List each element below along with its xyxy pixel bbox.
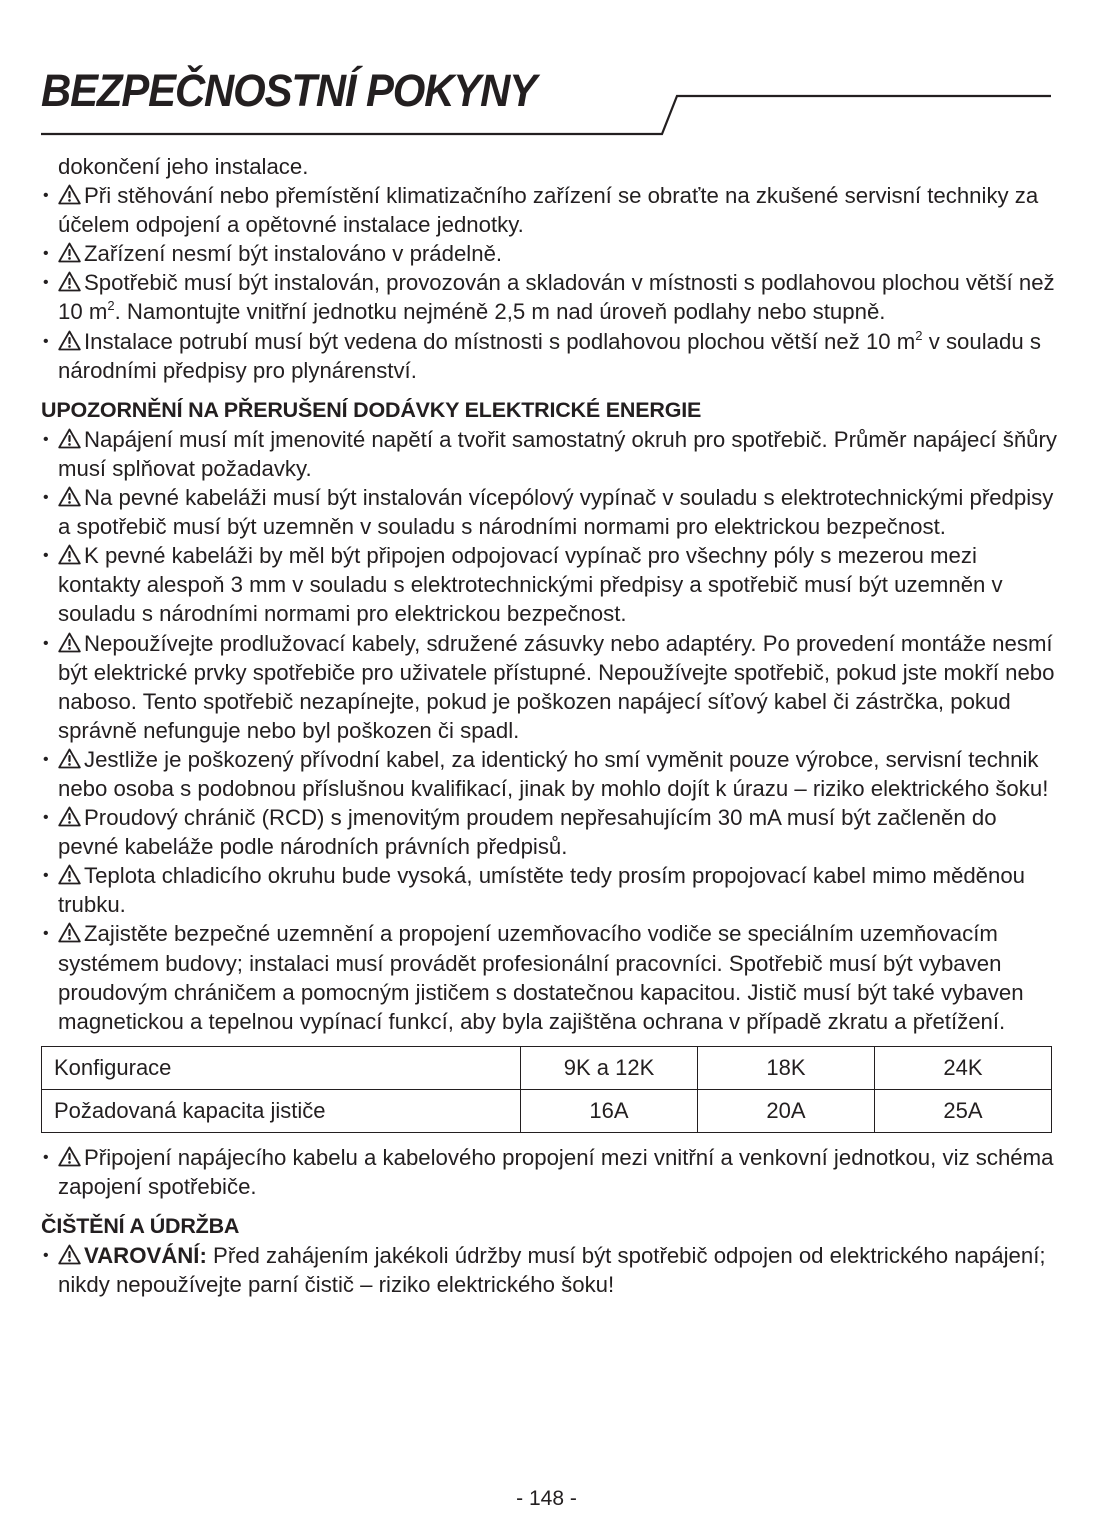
list-item-text: Jestliže je poškozený přívodní kabel, za identický ho smí vyměnit pouze výrobce, servisní technik nebo osoba s podobnou příslušnou kvalifikací, jinak by mohlo dojít k úrazu – riziko elektrického šoku! (58, 746, 1049, 801)
list-item-text: Spotřebič musí být instalován, provozován a skladován v místnosti s podlahovou plochou větší než 10 m (58, 270, 1055, 325)
list-item (41, 541, 1061, 628)
section-heading-cleaning: ČIŠTĚNÍ A ÚDRŽBA (41, 1214, 240, 1238)
list-item-text: v souladu s národními předpisy pro plynárenství. (58, 328, 1041, 383)
bullet-dot: • (43, 634, 49, 652)
table-cell: 20A (698, 1089, 875, 1132)
bullet-dot: • (43, 274, 49, 292)
installation-list (41, 181, 1061, 385)
bullet-dot: • (43, 245, 49, 263)
bullet-dot: • (43, 430, 49, 448)
list-item (41, 239, 1061, 268)
list-item-text: Při stěhování nebo přemístění klimatizačního zařízení se obraťte na zkušené servisní techniky za účelem odpojení a opětovné instalace jednotky. (58, 183, 1039, 238)
power-list (41, 425, 1061, 1036)
page-title: BEZPEČNOSTNÍ POKYNY (41, 65, 537, 116)
list-item-text: Nepoužívejte prodlužovací kabely, sdružené zásuvky nebo adaptéry. Po provedení montáže nesmí být elektrické prvky spotřebiče pro uživatele přístupné. Nepoužívejte spotřebič, pokud jste mokří nebo naboso. Tento spotřebič nezapínejte, pokud je poškozen napájecí síťový kabel či zástrčka, pokud správně nefunguje nebo byl poškozen či spadl. (58, 630, 1055, 743)
table-cell: 18K (698, 1046, 875, 1089)
page-number: - 148 - (516, 1487, 577, 1510)
list-item-text: Na pevné kabeláži musí být instalován vícepólový vypínač v souladu s elektrotechnickými předpisy a spotřebič musí být uzemněn v souladu s národními normami pro elektrickou bezpečnost. (58, 485, 1054, 540)
warning-triangle-icon (58, 486, 81, 507)
warning-triangle-icon (58, 330, 81, 351)
list-item (41, 803, 1061, 861)
bullet-dot: • (43, 809, 49, 827)
continuation-text: dokončení jeho instalace. (58, 154, 309, 179)
bullet-dot: • (43, 867, 49, 885)
bullet-dot: • (43, 1148, 49, 1166)
warning-triangle-icon (58, 922, 81, 943)
list-item-text: Teplota chladicího okruhu bude vysoká, umístěte tedy prosím propojovací kabel mimo měděnou trubku. (58, 863, 1026, 918)
list-item (41, 629, 1061, 745)
warning-label: VAROVÁNÍ: (84, 1243, 207, 1269)
warning-triangle-icon (58, 271, 81, 292)
after-table-list (41, 1143, 1061, 1201)
bullet-dot: • (43, 925, 49, 943)
bullet-dot: • (43, 332, 49, 350)
table-cell: Konfigurace (42, 1046, 521, 1089)
list-item-text: Zajistěte bezpečné uzemnění a propojení uzemňovacího vodiče se speciálním uzemňovacím systémem budovy; instalaci musí provádět profesionální pracovníci. Spotřebič musí být vybaven proudovým chráničem a pomocným jističem s dostatečnou kapacitou. Jistič musí být také vybaven magnetickou a tepelnou vypínací funkcí, aby byla zajištěna ochrana v případě zkratu a přetížení. (58, 921, 1024, 1034)
warning-triangle-icon (58, 748, 81, 769)
list-item (41, 483, 1061, 541)
list-item-text: Připojení napájecího kabelu a kabelového propojení mezi vnitřní a venkovní jednotkou, viz schéma zapojení spotřebiče. (58, 1144, 1054, 1199)
page-content (41, 152, 1061, 1299)
table-cell: 16A (521, 1089, 698, 1132)
table-cell: 24K (875, 1046, 1052, 1089)
list-item (41, 425, 1061, 483)
table-cell: 9K a 12K (521, 1046, 698, 1089)
bullet-dot: • (43, 1247, 49, 1265)
breaker-capacity-table (41, 1046, 1052, 1133)
list-item (41, 268, 1061, 326)
warning-triangle-icon (58, 184, 81, 205)
bullet-dot: • (43, 547, 49, 565)
list-item-text: Napájení musí mít jmenovité napětí a tvořit samostatný okruh pro spotřebič. Průměr napájecí šňůry musí splňovat požadavky. (58, 426, 1057, 481)
list-item-text: Zařízení nesmí být instalováno v prádelně. (84, 241, 503, 267)
warning-triangle-icon (58, 1244, 81, 1265)
list-item (41, 861, 1061, 919)
bullet-dot: • (43, 489, 49, 507)
superscript: 2 (915, 327, 923, 343)
bullet-dot: • (43, 187, 49, 205)
table-cell: 25A (875, 1089, 1052, 1132)
cleaning-list (41, 1241, 1061, 1299)
warning-triangle-icon (58, 864, 81, 885)
list-item (41, 181, 1061, 239)
warning-triangle-icon (58, 242, 81, 263)
list-item-text: Před zahájením jakékoli údržby musí být spotřebič odpojen od elektrického napájení; nikdy nepoužívejte parní čistič – riziko elektrického šoku! (58, 1243, 1046, 1298)
section-heading-power: UPOZORNĚNÍ NA PŘERUŠENÍ DODÁVKY ELEKTRICKÉ ENERGIE (41, 397, 702, 422)
list-item-text: Proudový chránič (RCD) s jmenovitým proudem nepřesahujícím 30 mA musí být začleněn do pevné kabeláže podle národních právních předpisů. (58, 805, 997, 860)
list-item-text: Instalace potrubí musí být vedena do místnosti s podlahovou plochou větší než 10 m (84, 328, 916, 354)
table-cell: Požadovaná kapacita jističe (42, 1089, 521, 1132)
warning-triangle-icon (58, 1146, 81, 1167)
table-row (42, 1046, 1052, 1089)
warning-triangle-icon (58, 632, 81, 653)
list-item (41, 1143, 1061, 1201)
warning-triangle-icon (58, 544, 81, 565)
bullet-dot: • (43, 750, 49, 768)
table-row (42, 1089, 1052, 1132)
warning-triangle-icon (58, 806, 81, 827)
list-item (41, 745, 1061, 803)
list-item (41, 1241, 1061, 1299)
list-item-text: . Namontujte vnitřní jednotku nejméně 2,5 m nad úroveň podlahy nebo stupně. (114, 299, 886, 325)
list-item-text: K pevné kabeláži by měl být připojen odpojovací vypínač pro všechny póly s mezerou mezi kontakty alespoň 3 mm v souladu s elektrotechnickými předpisy a spotřebič musí být uzemněn v souladu s národními normami pro elektrickou bezpečnost. (58, 543, 1003, 627)
list-item (41, 327, 1061, 385)
superscript: 2 (107, 298, 115, 314)
list-item (41, 919, 1061, 1035)
warning-triangle-icon (58, 428, 81, 449)
